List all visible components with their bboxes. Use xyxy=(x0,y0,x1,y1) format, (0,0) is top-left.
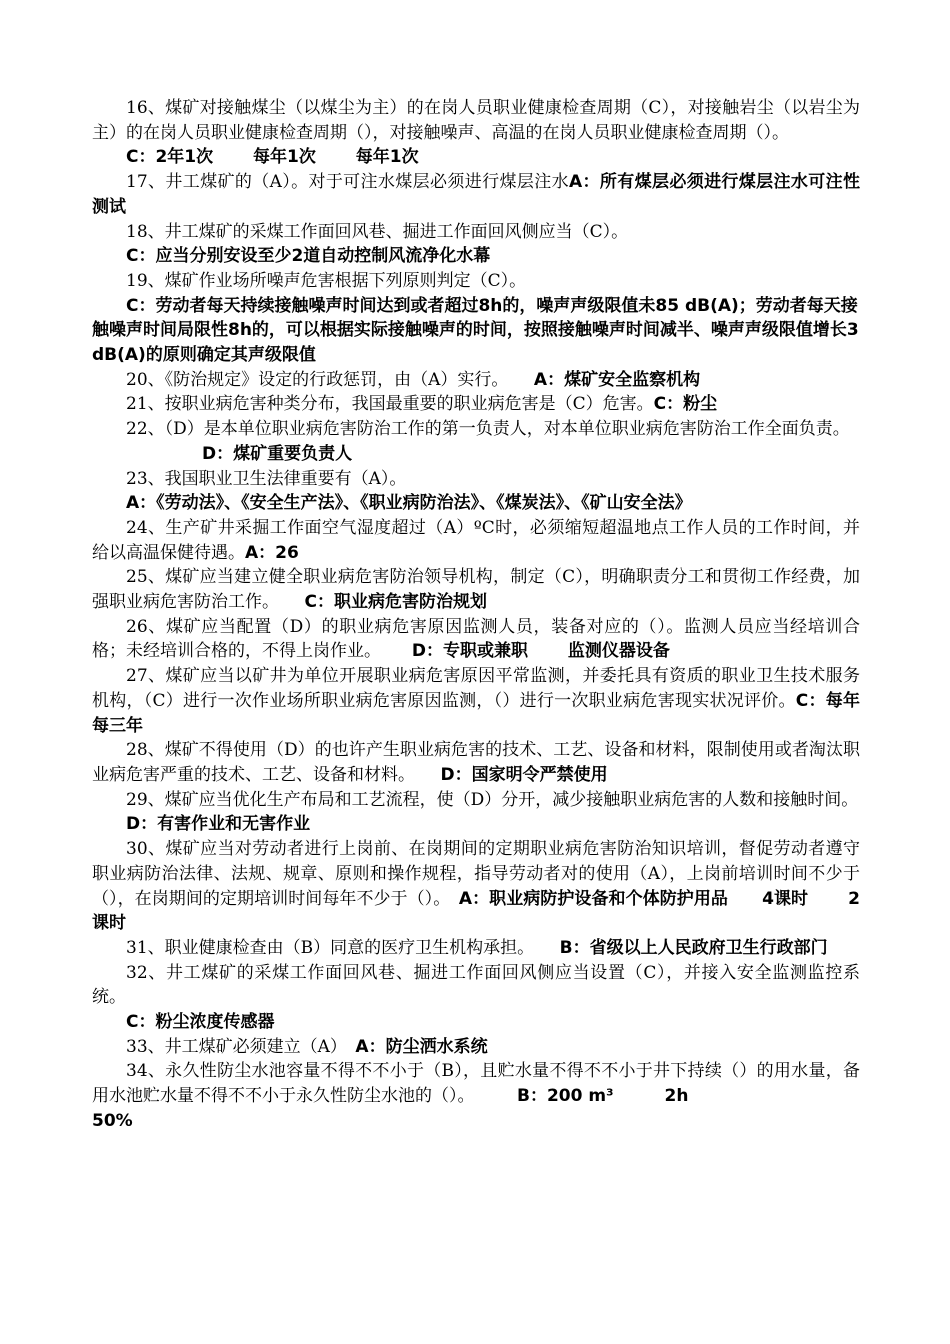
answer-28: D：国家明令严禁使用 xyxy=(440,764,608,785)
answer-30: A：职业病防护设备和个体防护用品 4课时 2课时 xyxy=(92,888,861,934)
question-28: 28、煤矿不得使用（D）的也许产生职业病危害的技术、工艺、设备和材料，限制使用或者淘汰职业病危害严重的技术、工艺、设备和材料。 D：国家明令严禁使用 xyxy=(92,740,860,785)
question-25: 25、煤矿应当建立健全职业病危害防治领导机构，制定（C），明确职责分工和贯彻工作经费，加强职业病危害防治工作。 C：职业病危害防治规划 xyxy=(92,567,860,613)
question-29: 29、煤矿应当优化生产布局和工艺流程，使（D）分开，减少接触职业病危害的人数和接触时间。 xyxy=(126,789,859,810)
answer-17: A：所有煤层必须进行煤层注水可注性测试 xyxy=(92,172,860,217)
question-16: 16、煤矿对接触煤尘（以煤尘为主）的在岗人员职业健康检查周期（C），对接触岩尘（以岩尘为主）的在岗人员职业健康检查周期（），对接触噪声、高温的在岗人员职业健康检查周期（）。 xyxy=(92,98,860,143)
question-23: 23、我国职业卫生法律重要有（A）。 xyxy=(126,468,407,489)
question-33: 33、井工煤矿必须建立（A） A：防尘洒水系统 xyxy=(126,1036,488,1057)
question-20: 20、《防治规定》设定的行政惩罚，由（A）实行。 A：煤矿安全监察机构 xyxy=(126,369,701,390)
answer-32: C：粉尘浓度传感器 xyxy=(126,1012,275,1033)
answer-31: B：省级以上人民政府卫生行政部门 xyxy=(559,937,828,958)
answer-34: B：200 m³ 2h xyxy=(517,1086,689,1107)
question-30: 30、煤矿应当对劳动者进行上岗前、在岗期间的定期职业病危害防治知识培训，督促劳动者遵守职业病防治法律、法规、规章、原则和操作规程，指导劳动者对的使用（A），上岗前培训时间不少于（），在岗期间的定期培训时间每年不少于（）。 A：职业病防护设备和个体防护用品 4课时 2课时 xyxy=(92,839,861,934)
question-22: 22、（D）是本单位职业病危害防治工作的第一负责人，对本单位职业病危害防治工作全面负责。 xyxy=(126,419,850,440)
question-24: 24、生产矿井采掘工作面空气湿度超过（A）ºC时，必须缩短超温地点工作人员的工作时间，并给以高温保健待遇。A：26 xyxy=(92,517,860,563)
question-34: 34、永久性防尘水池容量不得不不小于（B），且贮水量不得不不小于井下持续（）的用水量，备用水池贮水量不得不不小于永久性防尘水池的（）。 B：200 m³ 2h xyxy=(92,1061,860,1107)
question-21: 21、按职业病危害种类分布，我国最重要的职业病危害是（C）危害。C：粉尘 xyxy=(126,394,718,415)
answer-24: A：26 xyxy=(245,542,299,563)
question-19: 19、煤矿作业场所噪声危害根据下列原则判定（C）。 xyxy=(126,270,527,291)
answer-21: C：粉尘 xyxy=(653,394,718,415)
answer-19: C：劳动者每天持续接触噪声时间达到或者超过8h的，噪声声级限值未85 dB(A)；劳动者每天接触噪声时间局限性8h的，可以根据实际接触噪声的时间，按照接触噪声时间减半、噪声声级限值增长3 dB(A)的原则确定其声级限值 xyxy=(92,295,859,366)
question-list xyxy=(92,96,894,1134)
question-17: 17、井工煤矿的（A）。对于可注水煤层必须进行煤层注水A：所有煤层必须进行煤层注水可注性测试 xyxy=(92,172,860,217)
answer-22: D：煤矿重要负责人 xyxy=(202,443,353,464)
answer-18: C：应当分别安设至少2道自动控制风流净化水幕 xyxy=(126,246,491,267)
question-18: 18、井工煤矿的采煤工作面回风巷、掘进工作面回风侧应当（C）。 xyxy=(126,221,629,242)
answer-25: C：职业病危害防治规划 xyxy=(304,592,487,613)
question-27: 27、煤矿应当以矿井为单位开展职业病危害原因平常监测，并委托具有资质的职业卫生技术服务机构，（C）进行一次作业场所职业病危害原因监测，（）进行一次职业病危害现实状况评价。C：每年 每三年 xyxy=(92,666,894,736)
answer-26: D：专职或兼职 监测仪器设备 xyxy=(411,641,670,662)
answer-20: A：煤矿安全监察机构 xyxy=(533,369,701,390)
question-26: 26、煤矿应当配置（D）的职业病危害原因监测人员，装备对应的（）。监测人员应当经培训合格；未经培训合格的，不得上岗作业。 D：专职或兼职 监测仪器设备 xyxy=(92,616,860,662)
answer-29: D：有害作业和无害作业 xyxy=(126,814,311,835)
question-32: 32、井工煤矿的采煤工作面回风巷、掘进工作面回风侧应当设置（C），并接入安全监测监控系统。 xyxy=(92,962,860,1008)
question-31: 31、职业健康检查由（B）同意的医疗卫生机构承担。 B：省级以上人民政府卫生行政部门 xyxy=(126,937,828,958)
answer-27: C：每年 每三年 xyxy=(92,690,894,736)
answer-16: C：2年1次 每年1次 每年1次 xyxy=(126,147,419,168)
answer-23: A：《劳动法》、《安全生产法》、《职业病防治法》、《煤炭法》、《矿山安全法》 xyxy=(126,493,692,514)
answer-34-tail: 50% xyxy=(92,1110,133,1131)
answer-33: A：防尘洒水系统 xyxy=(355,1036,488,1057)
